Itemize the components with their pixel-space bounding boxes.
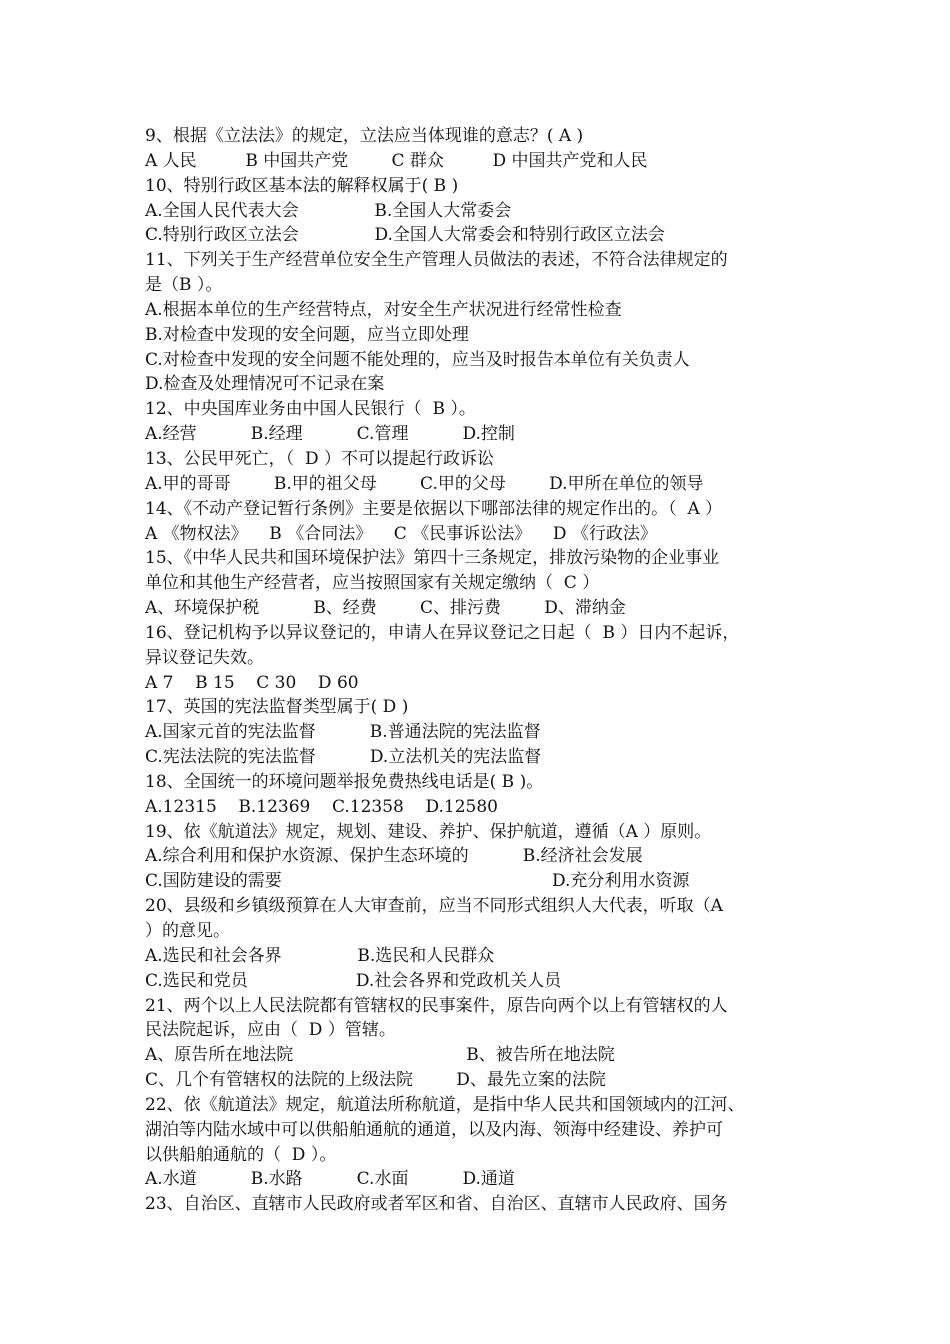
text-line: 湖泊等内陆水域中可以供船舶通航的通道，以及内海、领海中经建设、养护可: [145, 1119, 723, 1140]
text-line: 9、根据《立法法》的规定，立法应当体现谁的意志？( A ): [145, 126, 584, 146]
text-line: 10、特别行政区基本法的解释权属于( B ): [145, 175, 459, 196]
text-line: C.选民和党员 D.社会各界和党政机关人员: [145, 970, 562, 991]
text-line: A、原告所在地法院 B、被告所在地法院: [145, 1045, 615, 1066]
text-line: 17、英国的宪法监督类型属于( D ): [145, 697, 409, 718]
text-line: D.检查及处理情况可不记录在案: [145, 374, 385, 395]
text-line: A.选民和社会各界 B.选民和人民群众: [145, 945, 495, 966]
text-line: 15、《中华人民共和国环境保护法》第四十三条规定，排放污染物的企业事业: [145, 548, 720, 569]
text-line: 21、两个以上人民法院都有管辖权的民事案件，原告向两个以上有管辖权的人: [145, 995, 728, 1016]
text-line: A.国家元首的宪法监督 B.普通法院的宪法监督: [145, 722, 541, 743]
text-line: C.对检查中发现的安全问题不能处理的，应当及时报告本单位有关负责人: [145, 349, 690, 370]
text-line: A.综合利用和保护水资源、保护生态环境的 B.经济社会发展: [145, 846, 643, 867]
text-line: A.甲的哥哥 B.甲的祖父母 C.甲的父母 D.甲所在单位的领导: [145, 473, 704, 494]
text-line: A.水道 B.水路 C.水面 D.通道: [145, 1169, 515, 1190]
text-line: 以供船舶通航的（ D ）。: [145, 1144, 337, 1165]
text-line: 11、下列关于生产经营单位安全生产管理人员做法的表述，不符合法律规定的: [145, 250, 728, 271]
text-line: C.宪法法院的宪法监督 D.立法机关的宪法监督: [145, 747, 542, 768]
text-line: A 7 B 15 C 30 D 60: [145, 672, 359, 693]
text-line: 18、全国统一的环境问题举报免费热线电话是( B )。: [145, 771, 544, 792]
text-line: 23、自治区、直辖市人民政府或者军区和省、自治区、直辖市人民政府、国务: [145, 1194, 728, 1215]
text-line: C.国防建设的需要 D.充分利用水资源: [145, 871, 690, 892]
text-line: ）的意见。: [145, 921, 230, 941]
text-line: 民法院起诉，应由（ D ）管辖。: [145, 1020, 396, 1041]
text-line: C、几个有管辖权的法院的上级法院 D、最先立案的法院: [145, 1070, 606, 1091]
text-line: 20、县级和乡镇级预算在人大审查前，应当不同形式组织人大代表，听取（A: [145, 896, 723, 917]
text-line: A 《物权法》 B 《合同法》 C 《民事诉讼法》 D 《行政法》: [145, 523, 657, 544]
text-line: 异议登记失效。: [145, 647, 264, 668]
text-line: 12、中央国库业务由中国人民银行（ B ）。: [145, 399, 476, 420]
text-line: A、环境保护税 B、经费 C、排污费 D、滞纳金: [145, 598, 626, 619]
text-line: 13、公民甲死亡，（ D ）不可以提起行政诉讼: [145, 448, 494, 469]
text-line: 16、登记机构予以异议登记的，申请人在异议登记之日起（ B ）日内不起诉，: [145, 622, 740, 643]
document-page: [145, 124, 825, 1217]
text-line: A 人民 B 中国共产党 C 群众 D 中国共产党和人民: [145, 150, 648, 171]
text-line: 22、依《航道法》规定，航道法所称航道，是指中华人民共和国领域内的江河、: [145, 1094, 745, 1115]
text-line: 14、《不动产登记暂行条例》主要是依据以下哪部法律的规定作出的。（ A ）: [145, 498, 723, 519]
text-line: 单位和其他生产经营者，应当按照国家有关规定缴纳（ C ）: [145, 573, 600, 594]
text-line: 19、依《航道法》规定，规划、建设、养护、保护航道，遵循（A ）原则。: [145, 821, 712, 842]
text-line: C.特别行政区立法会 D.全国人大常委会和特别行政区立法会: [145, 225, 665, 246]
text-line: A.12315 B.12369 C.12358 D.12580: [145, 796, 498, 817]
text-line: B.对检查中发现的安全问题，应当立即处理: [145, 324, 469, 345]
text-line: A.根据本单位的生产经营特点，对安全生产状况进行经常性检查: [145, 299, 622, 320]
text-line: 是（B ）。: [145, 275, 223, 296]
text-line: A.全国人民代表大会 B.全国人大常委会: [145, 200, 512, 221]
text-line: A.经营 B.经理 C.管理 D.控制: [145, 424, 515, 445]
